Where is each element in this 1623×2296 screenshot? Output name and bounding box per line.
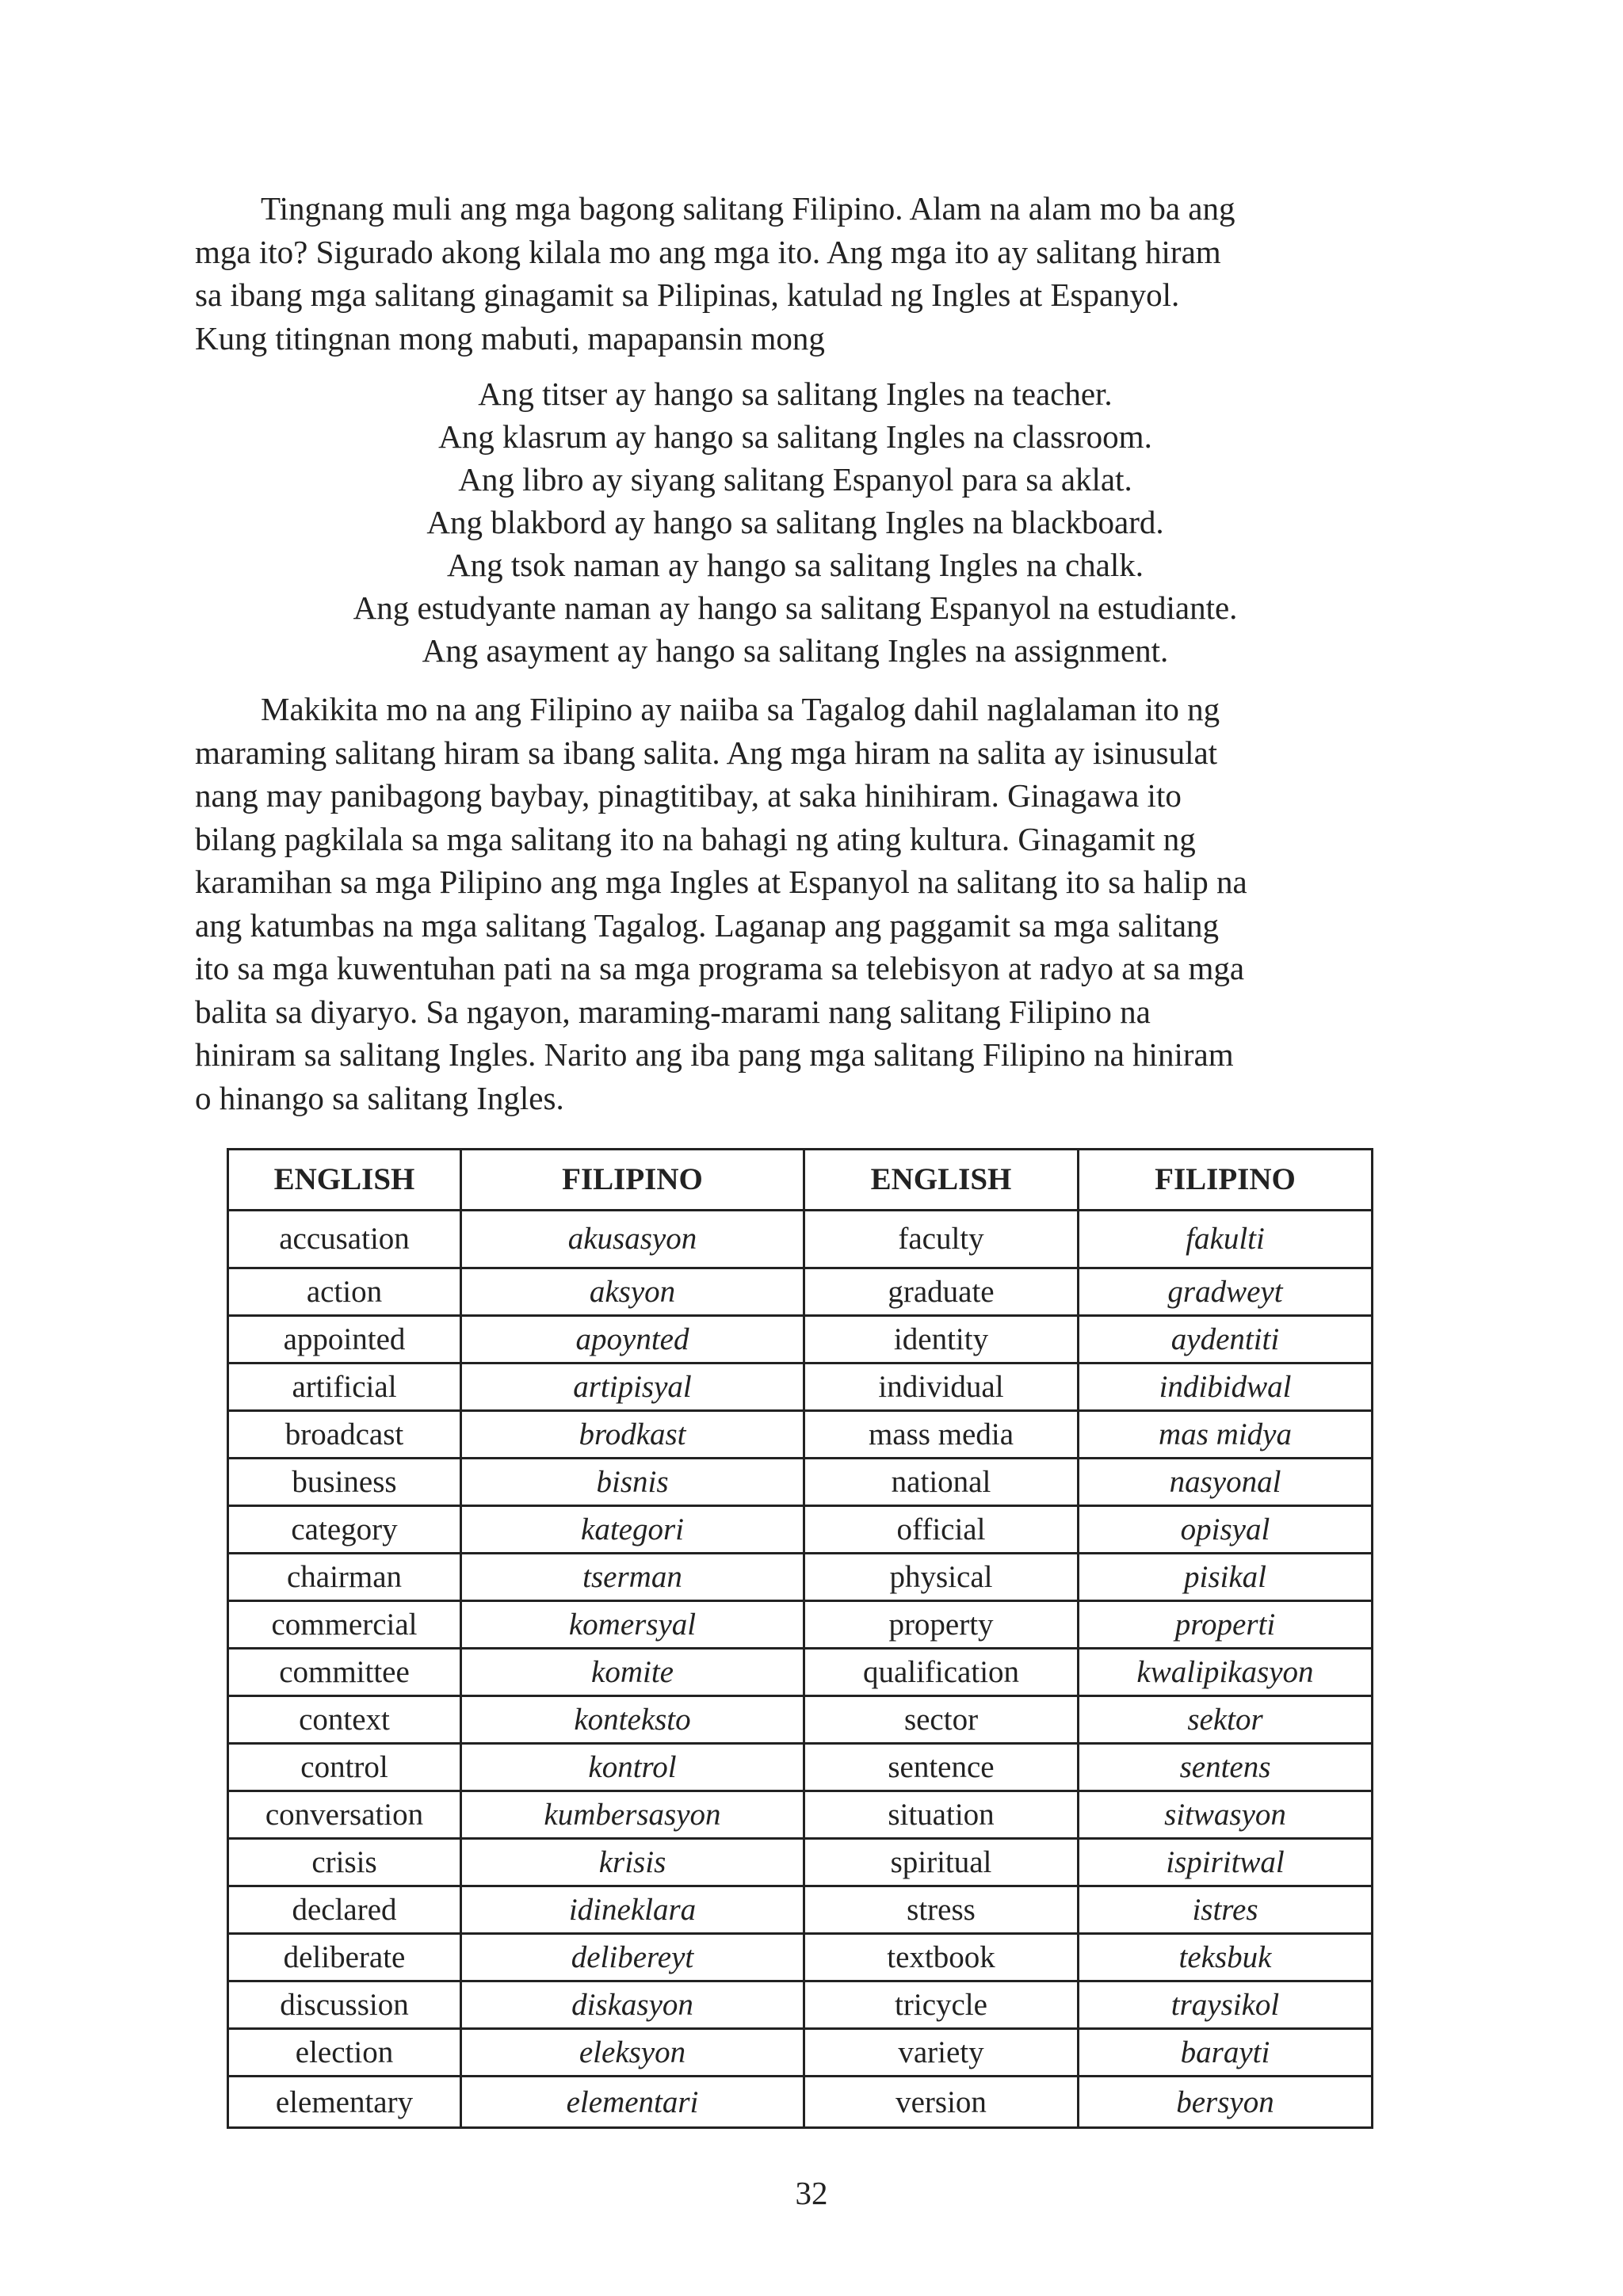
english-word-cell: qualification xyxy=(804,1649,1079,1696)
filipino-word-cell: artipisyal xyxy=(461,1363,804,1411)
table-row xyxy=(228,1744,1373,1791)
text-line: Tingnang muli ang mga bagong salitang Filipino. Alam na alam mo ba ang xyxy=(261,190,1235,227)
table-row xyxy=(228,1696,1373,1744)
filipino-word-cell: akusasyon xyxy=(461,1211,804,1268)
english-word-cell: control xyxy=(228,1744,461,1791)
english-word-cell: discussion xyxy=(228,1981,461,2029)
english-word-cell: appointed xyxy=(228,1316,461,1363)
filipino-word-cell: istres xyxy=(1079,1886,1373,1934)
filipino-word-cell: apoynted xyxy=(461,1316,804,1363)
filipino-word-cell: idineklara xyxy=(461,1886,804,1934)
filipino-word-cell: delibereyt xyxy=(461,1934,804,1981)
filipino-word-cell: fakulti xyxy=(1079,1211,1373,1268)
english-word-cell: chairman xyxy=(228,1554,461,1601)
table-row xyxy=(228,1981,1373,2029)
text-line: o hinango sa salitang Ingles. xyxy=(195,1079,564,1116)
text-line: ang katumbas na mga salitang Tagalog. Laganap ang paggamit sa mga salitang xyxy=(195,906,1220,944)
english-word-cell: sector xyxy=(804,1696,1079,1744)
table-row xyxy=(228,1934,1373,1981)
english-word-cell: property xyxy=(804,1601,1079,1649)
example-line: Ang estudyante naman ay hango sa salitang Espanyol na estudiante. xyxy=(353,589,1238,626)
english-word-cell: stress xyxy=(804,1886,1079,1934)
filipino-word-cell: eleksyon xyxy=(461,2029,804,2077)
table-body xyxy=(228,1211,1373,2128)
text-line: maraming salitang hiram sa ibang salita. Ang mga hiram na salita ay isinusulat xyxy=(195,734,1218,771)
filipino-word-cell: sitwasyon xyxy=(1079,1791,1373,1839)
filipino-word-cell: komersyal xyxy=(461,1601,804,1649)
table-row xyxy=(228,1839,1373,1886)
text-line: Makikita mo na ang Filipino ay naiiba sa Tagalog dahil naglalaman ito ng xyxy=(261,691,1220,727)
english-word-cell: national xyxy=(804,1459,1079,1506)
filipino-word-cell: elementari xyxy=(461,2077,804,2128)
filipino-word-cell: properti xyxy=(1079,1601,1373,1649)
filipino-word-cell: aydentiti xyxy=(1079,1316,1373,1363)
text-line: Kung titingnan mong mabuti, mapapansin mong xyxy=(195,319,825,357)
filipino-word-cell: brodkast xyxy=(461,1411,804,1459)
english-word-cell: elementary xyxy=(228,2077,461,2128)
example-line: Ang blakbord ay hango sa salitang Ingles na blackboard. xyxy=(426,504,1164,540)
english-word-cell: graduate xyxy=(804,1268,1079,1316)
table-row xyxy=(228,1886,1373,1934)
filipino-word-cell: krisis xyxy=(461,1839,804,1886)
intro-paragraph xyxy=(195,187,1407,360)
body-paragraph xyxy=(195,688,1407,1119)
page-number: 32 xyxy=(795,2175,828,2211)
english-word-cell: broadcast xyxy=(228,1411,461,1459)
filipino-word-cell: bersyon xyxy=(1079,2077,1373,2128)
filipino-word-cell: mas midya xyxy=(1079,1411,1373,1459)
table-row xyxy=(228,1316,1373,1363)
filipino-word-cell: gradweyt xyxy=(1079,1268,1373,1316)
table-row xyxy=(228,2029,1373,2077)
filipino-word-cell: barayti xyxy=(1079,2029,1373,2077)
table-row xyxy=(228,1268,1373,1316)
table-row xyxy=(228,1363,1373,1411)
text-line: bilang pagkilala sa mga salitang ito na bahagi ng ating kultura. Ginagamit ng xyxy=(195,820,1196,857)
english-word-cell: spiritual xyxy=(804,1839,1079,1886)
text-line: nang may panibagong baybay, pinagtitibay, at saka hinihiram. Ginagawa ito xyxy=(195,777,1182,814)
filipino-word-cell: ispiritwal xyxy=(1079,1839,1373,1886)
filipino-word-cell: sektor xyxy=(1079,1696,1373,1744)
english-word-cell: textbook xyxy=(804,1934,1079,1981)
english-word-cell: context xyxy=(228,1696,461,1744)
english-word-cell: faculty xyxy=(804,1211,1079,1268)
english-word-cell: category xyxy=(228,1506,461,1554)
filipino-word-cell: aksyon xyxy=(461,1268,804,1316)
example-line: Ang tsok naman ay hango sa salitang Ingles na chalk. xyxy=(447,547,1144,583)
filipino-word-cell: sentens xyxy=(1079,1744,1373,1791)
english-word-cell: commercial xyxy=(228,1601,461,1649)
english-word-cell: individual xyxy=(804,1363,1079,1411)
table-row xyxy=(228,1791,1373,1839)
table-row xyxy=(228,1411,1373,1459)
text-line: karamihan sa mga Pilipino ang mga Ingles at Espanyol na salitang ito sa halip na xyxy=(195,864,1247,900)
example-line: Ang klasrum ay hango sa salitang Ingles na classroom. xyxy=(438,418,1152,455)
english-word-cell: physical xyxy=(804,1554,1079,1601)
example-line: Ang libro ay siyang salitang Espanyol para sa aklat. xyxy=(458,461,1132,498)
english-word-cell: official xyxy=(804,1506,1079,1554)
english-word-cell: crisis xyxy=(228,1839,461,1886)
filipino-word-cell: kumbersasyon xyxy=(461,1791,804,1839)
english-word-cell: declared xyxy=(228,1886,461,1934)
filipino-word-cell: nasyonal xyxy=(1079,1459,1373,1506)
filipino-word-cell: diskasyon xyxy=(461,1981,804,2029)
english-word-cell: tricycle xyxy=(804,1981,1079,2029)
filipino-word-cell: teksbuk xyxy=(1079,1934,1373,1981)
table-row xyxy=(228,1554,1373,1601)
filipino-word-cell: kategori xyxy=(461,1506,804,1554)
filipino-word-cell: opisyal xyxy=(1079,1506,1373,1554)
example-sentences xyxy=(195,372,1396,672)
english-word-cell: variety xyxy=(804,2029,1079,2077)
text-line: sa ibang mga salitang ginagamit sa Pilipinas, katulad ng Ingles at Espanyol. xyxy=(195,277,1180,313)
table-row xyxy=(228,1506,1373,1554)
english-word-cell: artificial xyxy=(228,1363,461,1411)
text-line: mga ito? Sigurado akong kilala mo ang mga ito. Ang mga ito ay salitang hiram xyxy=(195,233,1221,270)
vocabulary-table xyxy=(227,1148,1373,2129)
english-word-cell: sentence xyxy=(804,1744,1079,1791)
text-line: ito sa mga kuwentuhan pati na sa mga programa sa telebisyon at radyo at sa mga xyxy=(195,950,1245,986)
filipino-word-cell: kontrol xyxy=(461,1744,804,1791)
example-line: Ang titser ay hango sa salitang Ingles na teacher. xyxy=(478,376,1113,412)
filipino-word-cell: traysikol xyxy=(1079,1981,1373,2029)
page-content xyxy=(195,187,1407,1119)
filipino-word-cell: konteksto xyxy=(461,1696,804,1744)
english-word-cell: version xyxy=(804,2077,1079,2128)
english-word-cell: election xyxy=(228,2029,461,2077)
filipino-word-cell: indibidwal xyxy=(1079,1363,1373,1411)
english-word-cell: accusation xyxy=(228,1211,461,1268)
filipino-word-cell: kwalipikasyon xyxy=(1079,1649,1373,1696)
example-line: Ang asayment ay hango sa salitang Ingles na assignment. xyxy=(422,632,1169,669)
column-header: FILIPINO xyxy=(461,1150,804,1211)
table-row xyxy=(228,1459,1373,1506)
table-row xyxy=(228,1211,1373,1268)
filipino-word-cell: tserman xyxy=(461,1554,804,1601)
text-line: hiniram sa salitang Ingles. Narito ang iba pang mga salitang Filipino na hiniram xyxy=(195,1036,1234,1073)
table-header-row xyxy=(228,1150,1373,1211)
english-word-cell: business xyxy=(228,1459,461,1506)
column-header: ENGLISH xyxy=(804,1150,1079,1211)
filipino-word-cell: pisikal xyxy=(1079,1554,1373,1601)
english-word-cell: situation xyxy=(804,1791,1079,1839)
table-row xyxy=(228,1649,1373,1696)
english-word-cell: action xyxy=(228,1268,461,1316)
column-header: ENGLISH xyxy=(228,1150,461,1211)
english-word-cell: identity xyxy=(804,1316,1079,1363)
column-header: FILIPINO xyxy=(1079,1150,1373,1211)
table-row xyxy=(228,1601,1373,1649)
english-word-cell: mass media xyxy=(804,1411,1079,1459)
table-row xyxy=(228,2077,1373,2128)
text-line: balita sa diyaryo. Sa ngayon, maraming-marami nang salitang Filipino na xyxy=(195,993,1151,1030)
english-word-cell: conversation xyxy=(228,1791,461,1839)
filipino-word-cell: komite xyxy=(461,1649,804,1696)
english-word-cell: committee xyxy=(228,1649,461,1696)
english-word-cell: deliberate xyxy=(228,1934,461,1981)
filipino-word-cell: bisnis xyxy=(461,1459,804,1506)
